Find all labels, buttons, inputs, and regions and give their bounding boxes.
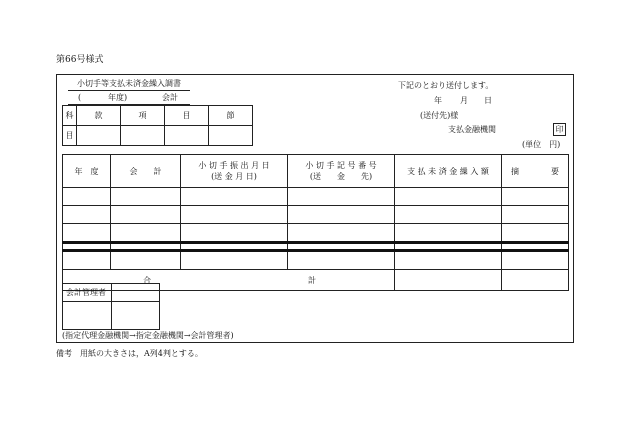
table-cell[interactable] — [288, 251, 395, 270]
account-table — [62, 105, 253, 146]
table-cell[interactable] — [288, 188, 395, 206]
table-cell[interactable] — [395, 251, 502, 270]
date-day: 日 — [484, 96, 492, 105]
col-date-sub: (送 金 月 日) — [211, 172, 257, 181]
table-cell[interactable] — [181, 206, 288, 224]
col-date-header — [181, 155, 288, 188]
table-cell[interactable] — [111, 251, 181, 270]
account-side-top: 科 — [63, 106, 77, 126]
table-cell[interactable] — [395, 206, 502, 224]
account-cell[interactable] — [209, 126, 253, 146]
total-remarks-cell[interactable] — [502, 270, 569, 291]
table-cell[interactable] — [288, 206, 395, 224]
table-cell[interactable] — [395, 224, 502, 243]
col-number-sub: (送 金 先) — [309, 172, 373, 181]
main-table — [62, 154, 569, 291]
fiscal-account-label: 会計 — [162, 93, 178, 102]
route-note: (指定代理金融機関→指定金融機関→会計管理者) — [62, 331, 234, 340]
col-number-main: 小 切 手 記 号 番 号 — [305, 161, 377, 170]
table-row — [63, 224, 569, 243]
table-cell[interactable] — [502, 251, 569, 270]
total-label-left: 合 — [143, 276, 151, 285]
fiscal-year-label: 年度) — [108, 93, 128, 102]
manager-label: 会計管理者 — [63, 284, 112, 302]
table-cell[interactable] — [63, 206, 111, 224]
unit-label: (単位 円) — [522, 140, 561, 149]
table-cell[interactable] — [502, 206, 569, 224]
manager-header-cell — [112, 284, 160, 302]
table-cell[interactable] — [63, 188, 111, 206]
destination-label: (送付先)様 — [420, 111, 459, 120]
table-cell[interactable] — [111, 188, 181, 206]
notice-text: 下記のとおり送付します。 — [398, 81, 494, 90]
account-cell[interactable] — [77, 126, 121, 146]
table-gap-row — [63, 243, 569, 251]
manager-table — [62, 283, 160, 330]
table-cell[interactable] — [181, 188, 288, 206]
table-cell[interactable] — [111, 206, 181, 224]
account-side-bottom: 目 — [63, 126, 77, 146]
account-cell[interactable] — [121, 126, 165, 146]
account-header-kou: 項 — [121, 106, 165, 126]
table-cell[interactable] — [63, 251, 111, 270]
col-account-header: 会 計 — [111, 155, 181, 188]
table-row — [63, 251, 569, 270]
total-amount-cell[interactable] — [395, 270, 502, 291]
manager-seal-cell[interactable] — [63, 302, 112, 330]
bank-label: 支払金融機関 — [448, 125, 496, 134]
date-year: 年 — [434, 96, 442, 105]
col-remarks-header: 摘 要 — [502, 155, 569, 188]
table-cell[interactable] — [111, 224, 181, 243]
table-row — [63, 188, 569, 206]
table-row — [63, 206, 569, 224]
date-month: 月 — [460, 96, 468, 105]
form-number: 第66号様式 — [56, 55, 104, 65]
col-amount-header: 支 払 未 済 金 繰 入 額 — [395, 155, 502, 188]
fiscal-year-line — [68, 94, 190, 105]
seal-mark: 印 — [553, 123, 566, 136]
fiscal-year-open: ( — [78, 93, 82, 102]
table-cell[interactable] — [502, 224, 569, 243]
document-title: 小切手等支払未済金繰入調書 — [68, 80, 190, 91]
col-date-main: 小 切 手 振 出 月 日 — [198, 161, 270, 170]
total-label-right: 計 — [308, 276, 316, 285]
table-cell[interactable] — [502, 188, 569, 206]
manager-seal-cell[interactable] — [112, 302, 160, 330]
account-header-kan: 款 — [77, 106, 121, 126]
account-header-moku: 目 — [165, 106, 209, 126]
table-cell[interactable] — [395, 188, 502, 206]
account-cell[interactable] — [165, 126, 209, 146]
account-header-setsu: 節 — [209, 106, 253, 126]
table-cell[interactable] — [63, 224, 111, 243]
col-year-header: 年 度 — [63, 155, 111, 188]
table-cell[interactable] — [181, 251, 288, 270]
col-number-header — [288, 155, 395, 188]
table-cell[interactable] — [288, 224, 395, 243]
remark-note: 備考 用紙の大きさは，A列4判とする。 — [56, 349, 203, 358]
table-cell[interactable] — [181, 224, 288, 243]
